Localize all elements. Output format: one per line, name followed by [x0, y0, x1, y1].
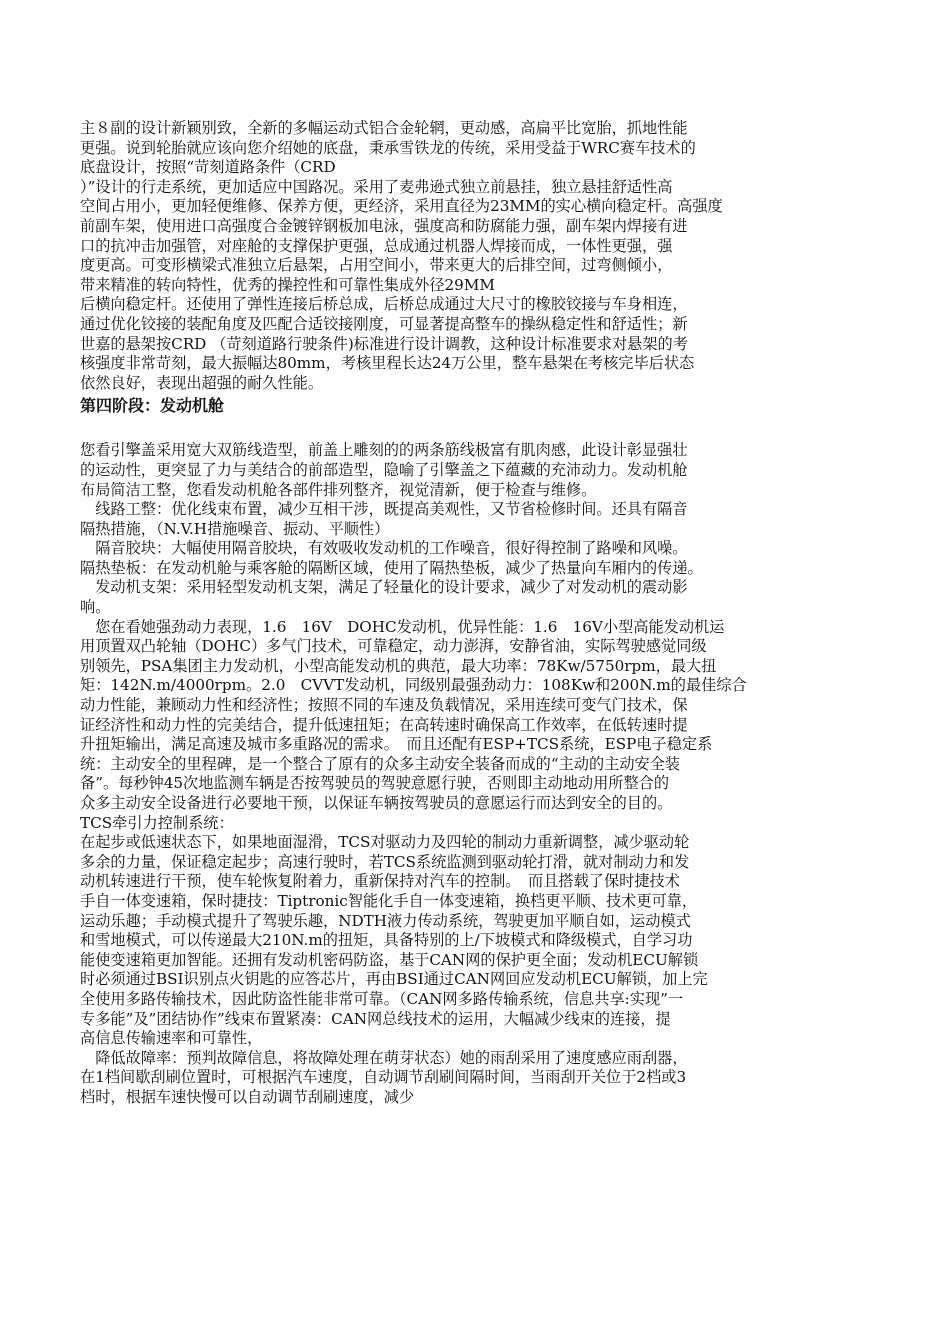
text-line: 动机转速进行干预，使车轮恢复附着力，重新保持对汽车的控制。 而且搭载了保时捷技术 — [80, 872, 680, 891]
section-heading: 第四阶段：发动机舱 — [80, 396, 225, 416]
text-line: 发动机支架：采用轻型发动机支架，满足了轻量化的设计要求，减少了对发动机的震动影 — [80, 578, 688, 597]
text-line: 全使用多路传输技术，因此防盗性能非常可靠。（CAN网多路传输系统，信息共享:实现”一 — [80, 989, 684, 1008]
text-line: 的运动性，更突显了力与美结合的前部造型，隐喻了引擎盖之下蕴藏的充沛动力。发动机舱 — [80, 460, 688, 479]
text-line: 主８副的设计新颖别致，全新的多幅运动式铝合金轮辋，更动感，高扁平比宽胎，抓地性能 — [80, 119, 688, 137]
text-line: 更强。说到轮胎就应该向您介绍她的底盘，秉承雪铁龙的传统，采用受益于WRC赛车技术的 — [80, 138, 696, 157]
text-line: 隔热措施，（N.V.H措施噪音、振动、平顺性） — [80, 519, 390, 538]
text-line: 统：主动安全的里程碑，是一个整合了原有的众多主动安全装备而成的“主动的主动安全装 — [80, 754, 681, 773]
text-line: 隔音胶块：大幅使用隔音胶块，有效吸收发动机的工作噪音，很好得控制了路噪和风噪。 — [80, 539, 688, 558]
text-line: ）”设计的行走系统，更加适应中国路况。采用了麦弗逊式独立前悬挂，独立悬挂舒适性高 — [80, 177, 673, 196]
text-line: 升扭矩输出，满足高速及城市多重路况的需求。 而且还配有ESP+TCS系统，ESP电子稳定系 — [80, 735, 713, 754]
text-line: 众多主动安全设备进行必要地干预，以保证车辆按驾驶员的意愿运行而达到安全的目的。 — [80, 794, 673, 812]
text-line: 响。 — [80, 598, 111, 617]
text-line: 线路工整：优化线束布置，减少互相干涉，既提高美观性，又节省检修时间。还具有隔音 — [80, 500, 688, 519]
text-line: 降低故障率：预判故障信息，将故障处理在萌芽状态）她的雨刮采用了速度感应雨刮器， — [80, 1048, 688, 1067]
text-line: 依然良好，表现出超强的耐久性能。 — [80, 373, 323, 392]
text-line: 运动乐趣；手动模式提升了驾驶乐趣，NDTH液力传动系统，驾驶更加平顺自如，运动模式 — [80, 911, 691, 930]
text-line: 口的抗冲击加强管，对座舱的支撑保护更强，总成通过机器人焊接而成，一体性更强，强 — [80, 236, 673, 255]
text-line: 动力性能，兼顾动力性和经济性；按照不同的车速及负载情况，采用连续可变气门技术，保 — [80, 696, 688, 715]
text-line: 时必须通过BSI识别点火钥匙的应答芯片，再由BSI通过CAN网回应发动机ECU解锁，加上完 — [80, 970, 708, 989]
blank-line — [80, 417, 870, 441]
text-line: 核强度非常苛刻，最大振幅达80mm，考核里程长达24万公里，整车悬架在考核完毕后状态 — [80, 354, 695, 373]
text-line: 在起步或低速状态下，如果地面湿滑，TCS对驱动力及四轮的制动力重新调整，减少驱动轮 — [80, 833, 690, 852]
text-line: 手自一体变速箱，保时捷技：Tiptronic智能化手自一体变速箱，换档更平顺、技术更可靠， — [80, 891, 698, 910]
text-line: 前副车架，使用进口高强度合金镀锌钢板加电泳，强度高和防腐能力强，副车架内焊接有进 — [80, 216, 688, 235]
paragraph-chassis — [80, 119, 870, 393]
text-line: 在1档间歇刮刷位置时，可根据汽车速度，自动调节刮刷间隔时间，当雨刮开关位于2档或3 — [80, 1068, 687, 1087]
text-line: 隔热垫板：在发动机舱与乘客舱的隔断区域，使用了隔热垫板，减少了热量向车厢内的传递。 — [80, 558, 703, 577]
paragraph-engine-bay — [80, 441, 870, 1107]
text-line: TCS牵引力控制系统： — [80, 813, 234, 832]
text-line: 底盘设计，按照“苛刻道路条件（CRD — [80, 158, 336, 177]
text-line: 别领先，PSA集团主力发动机，小型高能发动机的典范，最大功率：78Kw/5750rpm，最大扭 — [80, 656, 717, 675]
text-line: 度更高。可变形横梁式准独立后悬架，占用空间小，带来更大的后排空间，过弯侧倾小， — [80, 256, 673, 275]
text-line: 矩：142N.m/4000rpm。2.0 CVVT发动机，同级别最强劲动力：108Kw和200N.m的最佳综合 — [80, 676, 747, 695]
text-line: 空间占用小，更加轻便维修、保养方便，更经济，采用直径为23MM的实心横向稳定杆。高强度 — [80, 197, 723, 216]
text-line: 您在看她强劲动力表现，1.6 16V DOHC发动机，优异性能：1.6 16V小型高能发动机运 — [80, 617, 725, 636]
document-body — [80, 119, 870, 1108]
text-line: 能使变速箱更加智能。还拥有发动机密码防盗，基于CAN网的保护更全面；发动机ECU解锁 — [80, 950, 699, 969]
text-line: 后横向稳定杆。还使用了弹性连接后桥总成，后桥总成通过大尺寸的橡胶铰接与车身相连， — [80, 295, 688, 314]
text-line: 带来精准的转向特性，优秀的操控性和可靠性集成外径29MM — [80, 275, 495, 294]
text-line: 世嘉的悬架按CRD （苛刻道路行驶条件)标准进行设计调教，这种设计标准要求对悬架的考 — [80, 334, 688, 353]
text-line: 您看引擎盖采用宽大双筋线造型，前盖上雕刻的的两条筋线极富有肌肉感，此设计彰显强壮 — [80, 441, 688, 460]
text-line: 多余的力量，保证稳定起步；高速行驶时，若TCS系统监测到驱动轮打滑，就对制动力和发 — [80, 852, 690, 871]
text-line: 备”。每秒钟45次地监测车辆是否按驾驶员的驾驶意愿行驶，否则即主动地动用所整合的 — [80, 774, 670, 793]
text-line: 证经济性和动力性的完美结合，提升低速扭矩；在高转速时确保高工作效率，在低转速时提 — [80, 715, 688, 734]
text-line: 布局简洁工整，您看发动机舱各部件排列整齐，视觉清新，便于检查与维修。 — [80, 480, 597, 499]
text-line: 用顶置双凸轮轴（DOHC）多气门技术，可靠稳定，动力澎湃，安静省油，实际驾驶感觉同级 — [80, 637, 707, 656]
text-line: 专多能”及”团结协作”线束布置紧凑：CAN网总线技术的运用，大幅减少线束的连接，提 — [80, 1009, 671, 1028]
text-line: 档时，根据车速快慢可以自动调节刮刷速度，减少 — [80, 1087, 415, 1106]
text-line: 高信息传输速率和可靠性， — [80, 1029, 263, 1048]
text-line: 和雪地模式，可以传递最大210N.m的扭矩，具备特别的上/下坡模式和降级模式，自学习功 — [80, 931, 693, 950]
text-line: 通过优化铰接的装配角度及匹配合适铰接刚度，可显著提高整车的操纵稳定性和舒适性；新 — [80, 314, 688, 333]
